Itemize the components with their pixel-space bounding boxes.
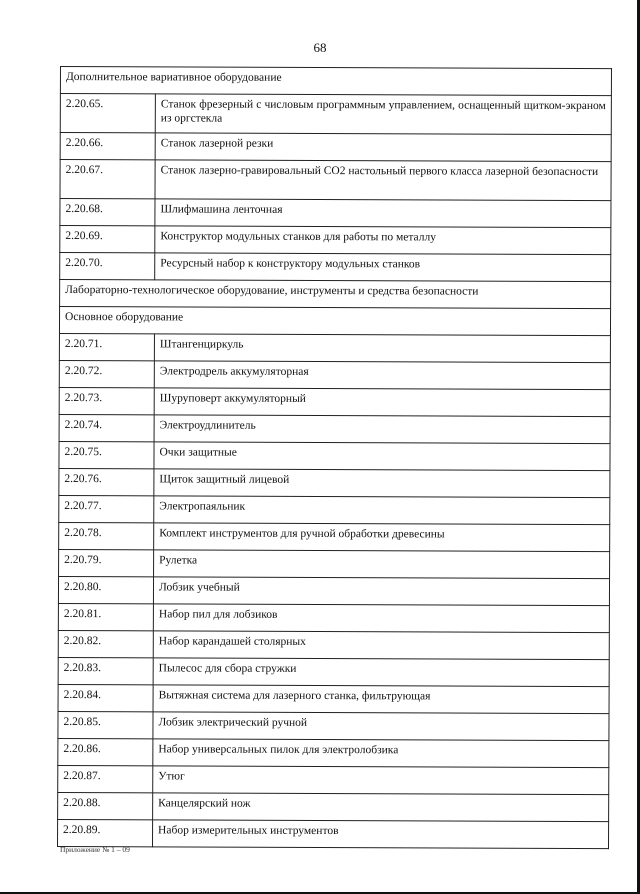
item-name: Конструктор модульных станков для работы по металлу: [155, 226, 611, 255]
table-row: [59, 333, 610, 362]
equipment-table: [57, 66, 612, 849]
equipment-table-body: [58, 67, 612, 849]
table-row: [60, 133, 611, 162]
table-row: [58, 630, 609, 659]
item-code: 2.20.71.: [59, 333, 154, 360]
table-row: [58, 576, 609, 605]
table-row: [60, 160, 611, 201]
table-row: [59, 522, 610, 551]
item-name: Набор карандашей столярных: [153, 631, 609, 660]
item-name: Лобзик электрический ручной: [153, 712, 609, 741]
item-name: Штангенциркуль: [154, 334, 610, 363]
item-name: Набор универсальных пилок для электролобзика: [153, 739, 609, 768]
item-code: 2.20.79.: [59, 549, 154, 576]
table-row: [60, 199, 611, 228]
table-row: [60, 226, 611, 255]
item-name: Лобзик учебный: [153, 577, 609, 606]
item-name: Станок лазерной резки: [155, 133, 611, 162]
item-name: Ресурсный набор к конструктору модульных станков: [155, 253, 611, 282]
item-code: 2.20.70.: [60, 253, 155, 280]
table-row: [58, 711, 609, 740]
item-code: 2.20.68.: [60, 199, 155, 226]
item-code: 2.20.84.: [58, 684, 153, 711]
item-code: 2.20.81.: [58, 603, 153, 630]
page-number: 68: [313, 40, 327, 55]
item-code: 2.20.66.: [60, 133, 155, 160]
item-name: Щиток защитный лицевой: [154, 469, 610, 498]
section-header-row: [59, 307, 610, 336]
item-code: 2.20.75.: [59, 441, 154, 468]
table-row: [58, 684, 609, 713]
item-code: 2.20.89.: [58, 819, 153, 846]
item-code: 2.20.83.: [58, 657, 153, 684]
section-header: Основное оборудование: [59, 307, 610, 336]
item-code: 2.20.67.: [60, 160, 155, 199]
item-name: Набор пил для лобзиков: [153, 604, 609, 633]
table-row: [58, 657, 609, 686]
table-row: [58, 603, 609, 632]
item-name: Станок фрезерный с числовым программным управлением, оснащенный щитком-экраном из оргстекла: [155, 94, 611, 135]
section-header: Лабораторно-технологическое оборудование, инструменты и средства безопасности: [60, 280, 611, 309]
table-row: [58, 765, 609, 794]
footer-note: Приложение № 1 – 09: [60, 845, 130, 854]
table-row: [59, 414, 610, 443]
item-name: Комплект инструментов для ручной обработки древесины: [154, 523, 610, 552]
item-name: Станок лазерно-гравировальный CO2 настольный первого класса лазерной безопасности: [155, 160, 611, 201]
item-name: Рулетка: [154, 550, 610, 579]
section-header-row: [60, 67, 611, 96]
table-row: [59, 441, 610, 470]
table-row: [60, 94, 611, 135]
table-row: [59, 549, 610, 578]
item-code: 2.20.88.: [58, 792, 153, 819]
table-row: [60, 253, 611, 282]
item-name: Шуруповерт аккумуляторный: [154, 388, 610, 417]
item-name: Очки защитные: [154, 442, 610, 471]
item-code: 2.20.85.: [58, 711, 153, 738]
item-code: 2.20.73.: [59, 387, 154, 414]
item-name: Пылесос для сбора стружки: [153, 658, 609, 687]
item-code: 2.20.86.: [58, 738, 153, 765]
item-code: 2.20.72.: [59, 360, 154, 387]
item-name: Электроудлинитель: [154, 415, 610, 444]
table-row: [58, 738, 609, 767]
item-code: 2.20.82.: [58, 630, 153, 657]
table-row: [59, 360, 610, 389]
item-code: 2.20.77.: [59, 495, 154, 522]
item-code: 2.20.65.: [60, 94, 155, 133]
table-row: [59, 387, 610, 416]
item-name: Электродрель аккумуляторная: [154, 361, 610, 390]
table-row: [59, 468, 610, 497]
table-row: [58, 792, 609, 821]
item-code: 2.20.76.: [59, 468, 154, 495]
item-name: Шлифмашина ленточная: [155, 199, 611, 228]
item-code: 2.20.87.: [58, 765, 153, 792]
section-header-row: [60, 280, 611, 309]
item-name: Электропаяльник: [154, 496, 610, 525]
item-name: Набор измерительных инструментов: [153, 820, 609, 849]
item-name: Канцелярский нож: [153, 793, 609, 822]
item-code: 2.20.78.: [59, 522, 154, 549]
item-code: 2.20.69.: [60, 226, 155, 253]
item-code: 2.20.74.: [59, 414, 154, 441]
table-row: [59, 495, 610, 524]
section-header: Дополнительное вариативное оборудование: [60, 67, 611, 96]
item-name: Утюг: [153, 766, 609, 795]
item-name: Вытяжная система для лазерного станка, фильтрующая: [153, 685, 609, 714]
item-code: 2.20.80.: [58, 576, 153, 603]
table-row: [58, 819, 609, 848]
